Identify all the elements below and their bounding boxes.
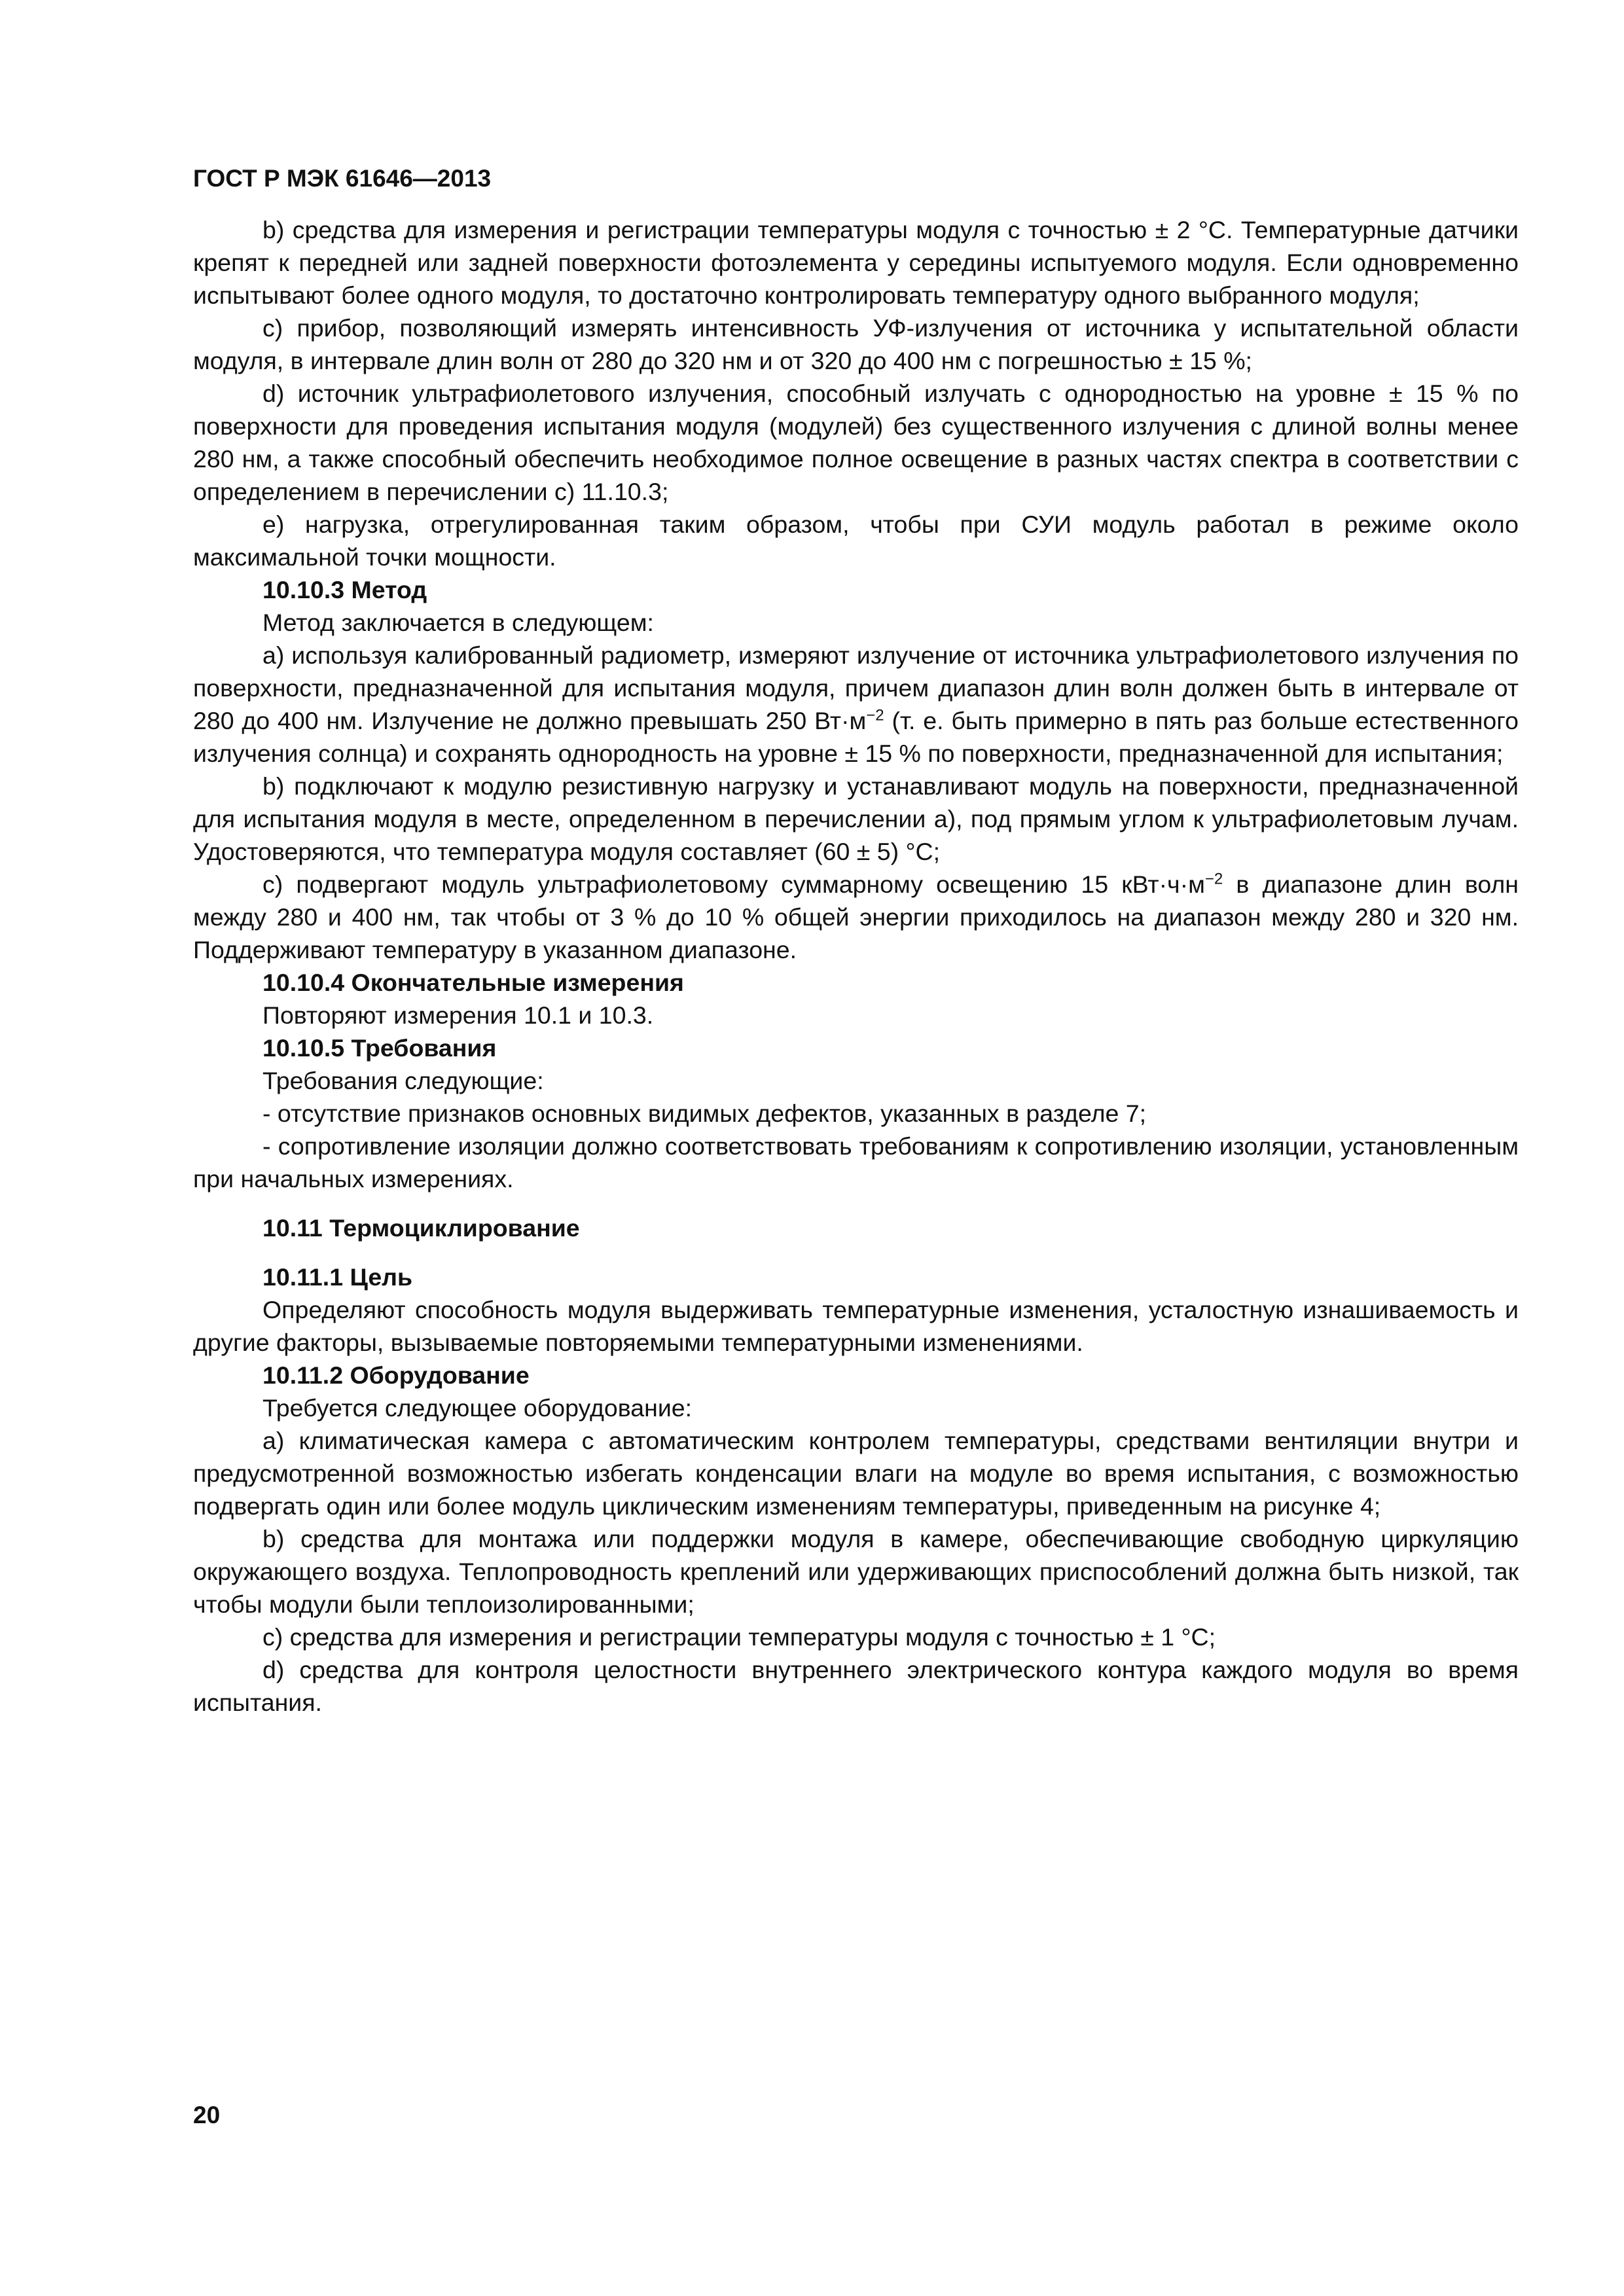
standard-code-header: ГОСТ Р МЭК 61646—2013 [193, 165, 492, 192]
superscript: −2 [1204, 870, 1223, 888]
superscript: −2 [866, 706, 884, 725]
paragraph-text: в диапазоне длин волн между 280 и 400 нм, так чтобы от 3 % до 10 % общей энергии приходилось на диапазон между 280 и 320 нм. Поддерживают температуру в указанном диапазоне. [193, 870, 1519, 963]
paragraph-text: (т. е. быть примерно в пять раз больше естественного излучения солнца) и сохранять однородность на уровне ± 15 % по поверхности, предназначенной для испытания; [193, 707, 1519, 767]
paragraph: с) средства для измерения и регистрации температуры модуля с точностью ± 1 °С; [262, 1623, 1216, 1651]
paragraph: b) средства для монтажа или поддержки модуля в камере, обеспечивающие свободную циркуляцию окружающего воздуха. Теплопроводность креплений или удерживающих приспособлений должна быть низкой, так чтобы модули были теплоизолированными; [193, 1525, 1519, 1618]
paragraph: с) прибор, позволяющий измерять интенсивность УФ-излучения от источника у испытательной области модуля, в интервале длин волн от 280 до 320 нм и от 320 до 400 нм с погрешностью ± 15 %; [193, 314, 1519, 374]
section-heading: 10.10.3 Метод [262, 576, 427, 603]
paragraph: а) климатическая камера с автоматическим контролем температуры, средствами вентиляции внутри и предусмотренной возможностью избегать конденсации влаги на модуле во время испытания, с возможностью подвергать один или более модуль циклическим изменениям температуры, приведенным на рисунке 4; [193, 1427, 1519, 1520]
section-heading: 10.11 Термоциклирование [262, 1214, 580, 1242]
paragraph: d) источник ультрафиолетового излучения, способный излучать с однородностью на уровне ± 15 % по поверхности для проведения испытания модуля (модулей) без существенного излучения с длиной волны менее 280 нм, а также способный обеспечить необходимое полное освещение в разных частях спектра в соответствии с определением в перечислении с) 11.10.3; [193, 380, 1519, 505]
paragraph [193, 639, 1519, 770]
paragraph: Метод заключается в следующем: [262, 609, 654, 636]
paragraph-text: а) используя калиброванный радиометр, измеряют излучение от источника ультрафиолетового излучения по поверхности, предназначенной для испытания модуля, причем диапазон длин волн должен быть в интервале от 280 до 400 нм. Излучение не должно превышать 250 Вт·м [193, 641, 1519, 734]
paragraph: d) средства для контроля целостности внутреннего электрического контура каждого модуля во время испытания. [193, 1656, 1519, 1716]
paragraph: b) подключают к модулю резистивную нагрузку и устанавливают модуль на поверхности, предназначенной для испытания модуля в месте, определенном в перечислении а), под прямым углом к ультрафиолетовым лучам. Удостоверяются, что температура модуля составляет (60 ± 5) °С; [193, 772, 1519, 865]
section-heading: 10.10.4 Окончательные измерения [262, 969, 684, 996]
paragraph [193, 868, 1519, 966]
paragraph: Требования следующие: [262, 1067, 544, 1094]
section-heading: 10.11.1 Цель [262, 1263, 413, 1291]
paragraph: b) средства для измерения и регистрации температуры модуля с точностью ± 2 °С. Температурные датчики крепят к передней или задней поверхности фотоэлемента у середины испытуемого модуля. Если одновременно испытывают более одного модуля, то достаточно контролировать температуру одного выбранного модуля; [193, 216, 1519, 309]
list-item: - сопротивление изоляции должно соответствовать требованиям к сопротивлению изоляции, установленным при начальных измерениях. [193, 1132, 1519, 1193]
paragraph: Повторяют измерения 10.1 и 10.3. [262, 1001, 654, 1029]
page-number: 20 [193, 2102, 221, 2128]
document-body [193, 213, 1519, 1719]
paragraph: Требуется следующее оборудование: [262, 1394, 693, 1422]
list-item: - отсутствие признаков основных видимых дефектов, указанных в разделе 7; [262, 1100, 1146, 1127]
section-heading: 10.10.5 Требования [262, 1034, 497, 1062]
paragraph-text: с) подвергают модуль ультрафиолетовому суммарному освещению 15 кВт·ч·м [262, 870, 1205, 898]
paragraph: Определяют способность модуля выдерживать температурные изменения, усталостную изнашиваемость и другие факторы, вызываемые повторяемыми температурными изменениями. [193, 1296, 1519, 1356]
document-page [193, 162, 1519, 1719]
section-heading: 10.11.2 Оборудование [262, 1361, 530, 1389]
paragraph: е) нагрузка, отрегулированная таким образом, чтобы при СУИ модуль работал в режиме около максимальной точки мощности. [193, 511, 1519, 571]
